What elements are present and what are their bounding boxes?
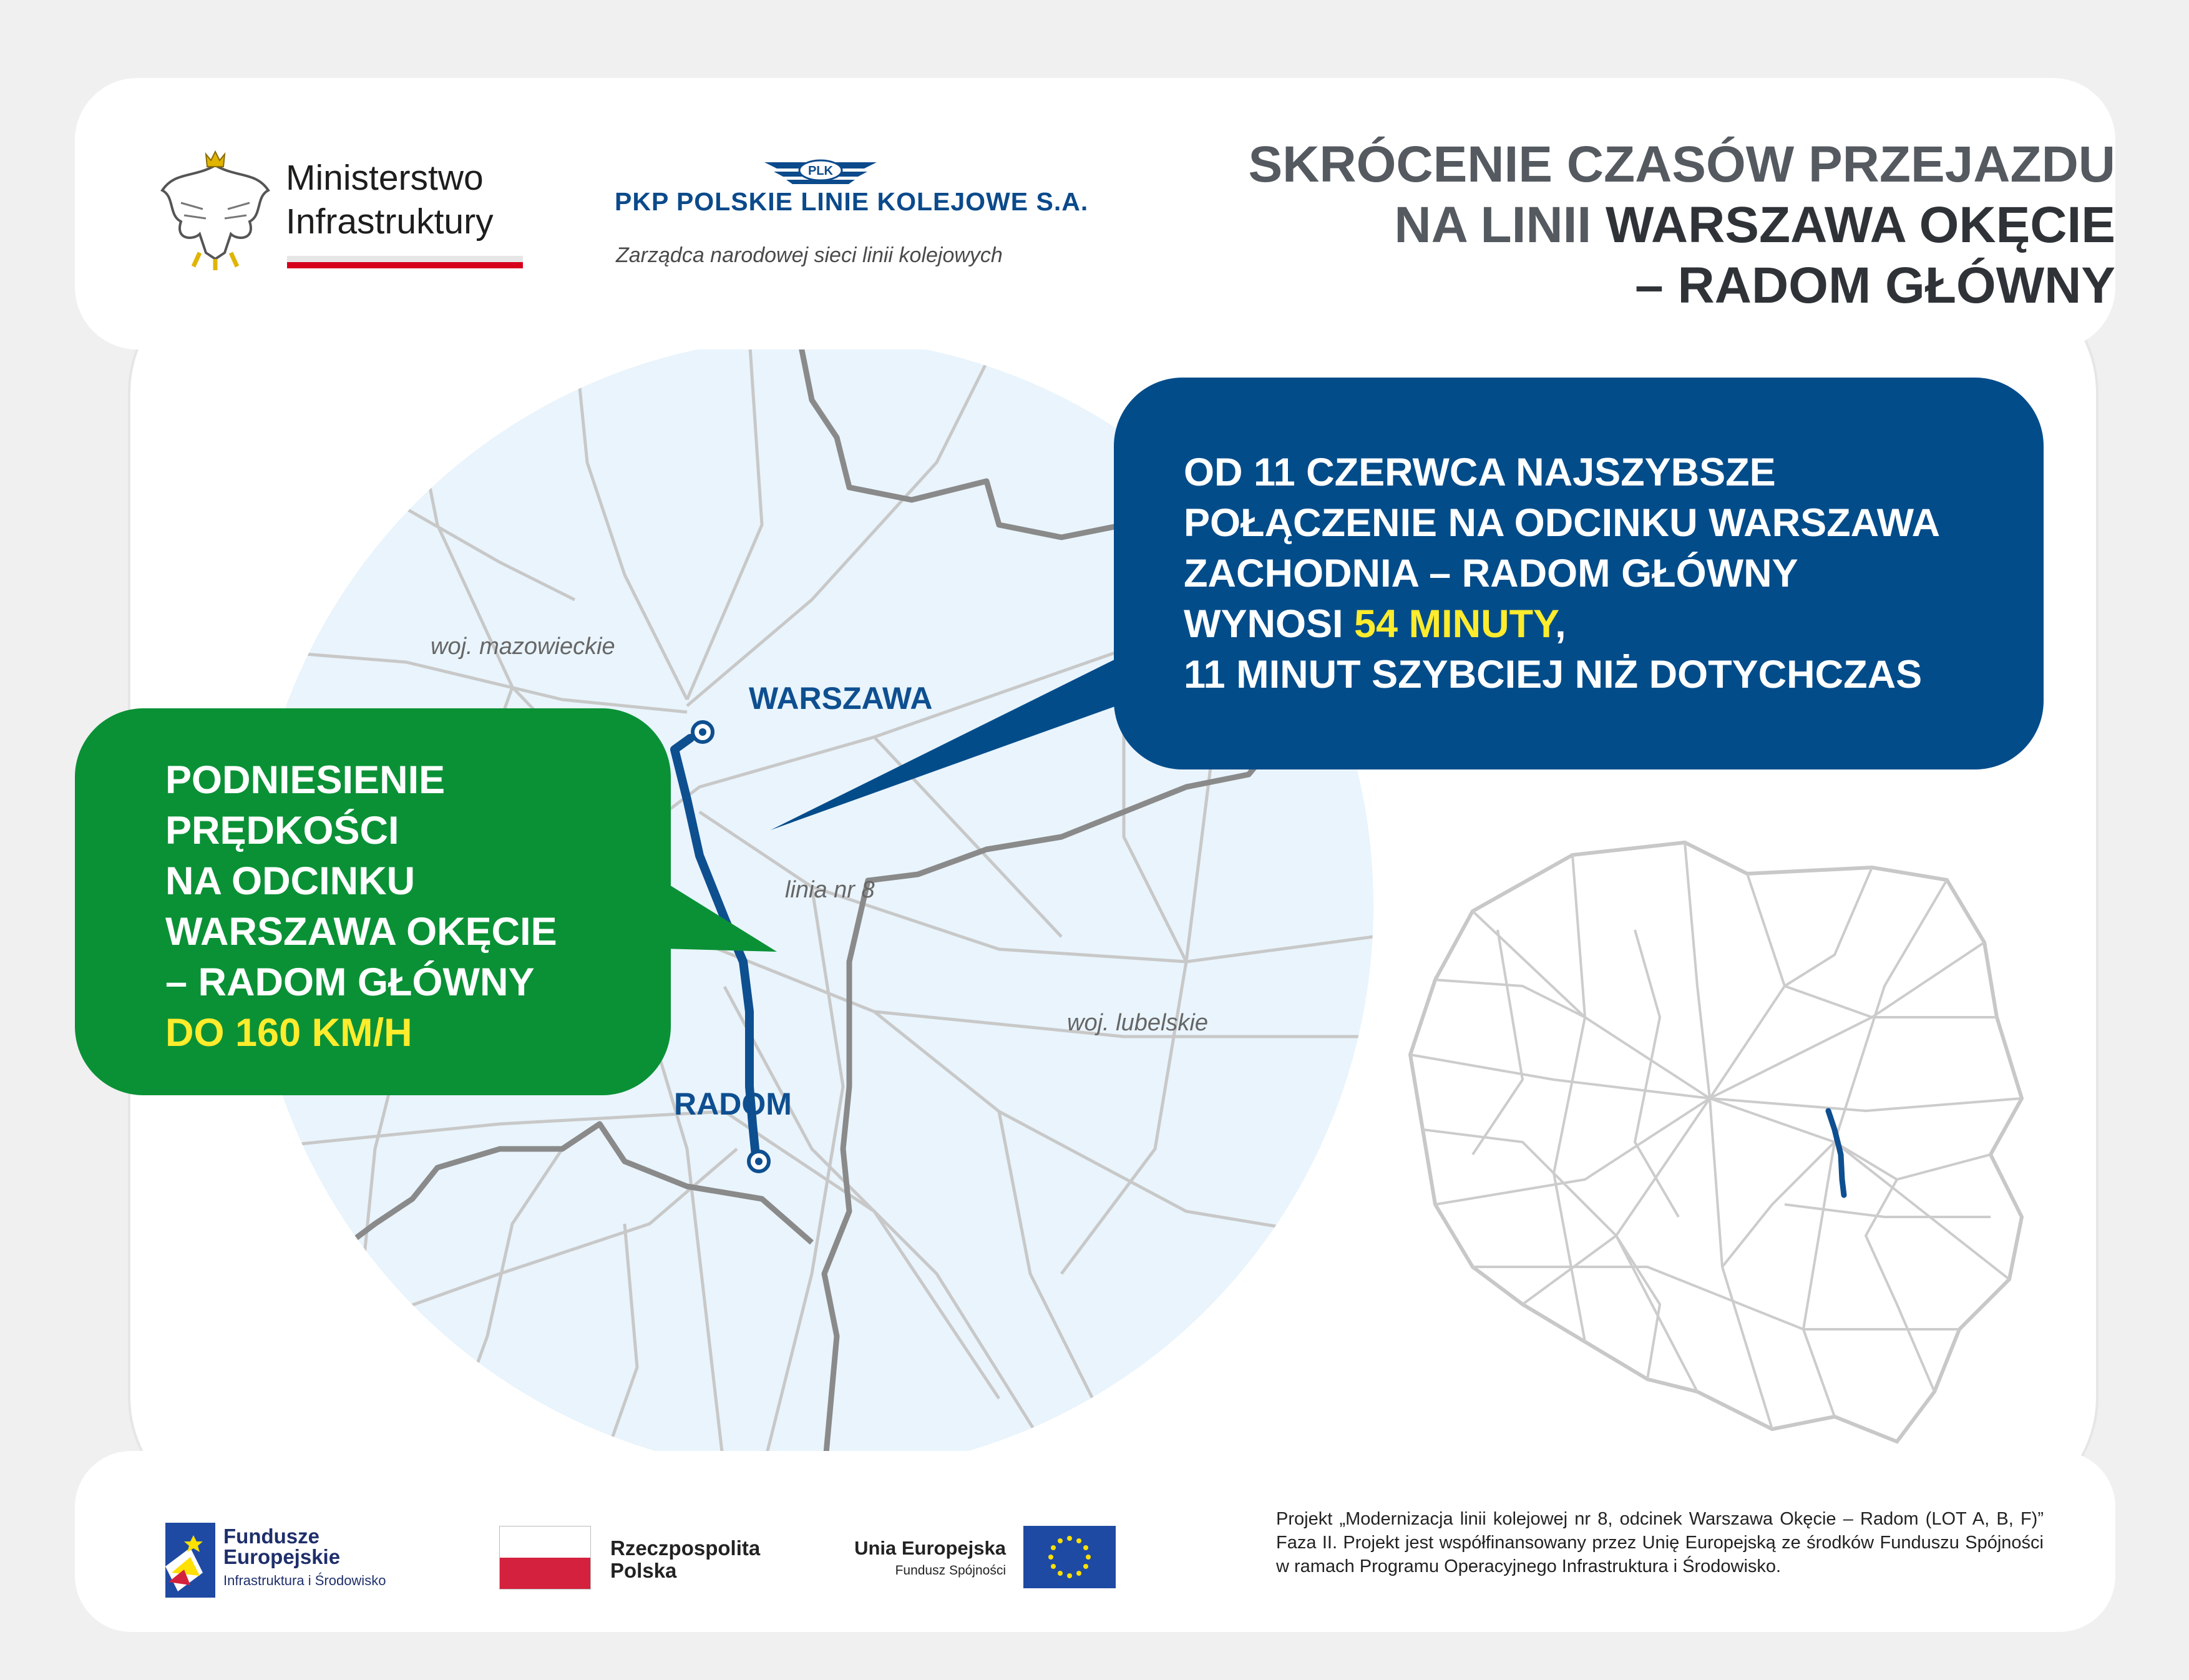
region-label-mazowieckie: woj. mazowieckie: [431, 633, 615, 660]
polish-flag-icon: [499, 1526, 591, 1590]
region-label-lubelskie: woj. lubelskie: [1067, 1010, 1208, 1036]
poland-outline: [1410, 842, 2022, 1442]
fundusze-europejskie-name: Fundusze Europejskie: [223, 1525, 341, 1568]
speed-line4: WARSZAWA OKĘCIE: [165, 910, 557, 954]
project-description: Projekt „Modernizacja linii kolejowej nr 8, odcinek Warszawa Okęcie – Radom (LOT A, B, F)” Faza II. Projekt jest współfinansowany przez Unię Europejską ze środków Funduszu Spójności w ramach Programu Operacyjnego Infrastruktura i Środowisko.: [1276, 1509, 2044, 1576]
eu-flag-icon: [1023, 1526, 1116, 1588]
pkp-subtitle: Zarządca narodowej sieci linii kolejowych: [616, 243, 1003, 267]
title-line2: NA LINII WARSZAWA OKĘCIE: [1394, 197, 2115, 253]
line-label: linia nr 8: [785, 877, 875, 903]
poland-overview-map: [1398, 830, 2059, 1454]
title-line1: SKRÓCENIE CZASÓW PRZEJAZDU: [1248, 136, 2115, 193]
ministry-line1: Ministerstwo: [286, 158, 484, 198]
rzeczpospolita-polska-name: Rzeczpospolita Polska: [610, 1536, 761, 1582]
callout-line1: OD 11 CZERWCA NAJSZYBSZE: [1184, 451, 1776, 494]
travel-time-callout: [1114, 378, 2044, 769]
city-label-warszawa: WARSZAWA: [749, 681, 933, 716]
plk-logo-text: PLK: [808, 164, 833, 178]
title-line3: – RADOM GŁÓWNY: [1635, 257, 2115, 314]
travel-time-value: 54 MINUTY: [1354, 602, 1556, 646]
speed-callout: [75, 708, 671, 1095]
speed-line3: NA ODCINKU: [165, 859, 416, 903]
speed-line1: PODNIESIENIE: [165, 758, 446, 802]
speed-line5: – RADOM GŁÓWNY: [165, 960, 535, 1004]
callout-line4: WYNOSI 54 MINUTY,: [1184, 602, 1566, 646]
speed-line2: PRĘDKOŚCI: [165, 809, 399, 852]
callout-line3: ZACHODNIA – RADOM GŁÓWNY: [1184, 552, 1798, 595]
blue-bubble-pointer: [771, 655, 1136, 830]
green-bubble-pointer: [661, 880, 777, 952]
ue-fund-name: Fundusz Spójności: [895, 1563, 1006, 1578]
speed-value: DO 160 KM/H: [165, 1011, 412, 1055]
ministry-line2: Infrastruktury: [286, 202, 494, 242]
ue-name: Unia Europejska: [854, 1537, 1006, 1559]
pkp-company-name: PKP POLSKIE LINIE KOLEJOWE S.A.: [615, 187, 1089, 216]
fundusze-europejskie-sub: Infrastruktura i Środowisko: [223, 1573, 386, 1588]
city-label-radom: RADOM: [674, 1087, 792, 1121]
callout-line2: POŁĄCZENIE NA ODCINKU WARSZAWA: [1184, 501, 1941, 545]
callout-line5: 11 MINUT SZYBCIEJ NIŻ DOTYCHCZAS: [1184, 653, 1923, 696]
fundusze-europejskie-logo: [165, 1523, 215, 1598]
